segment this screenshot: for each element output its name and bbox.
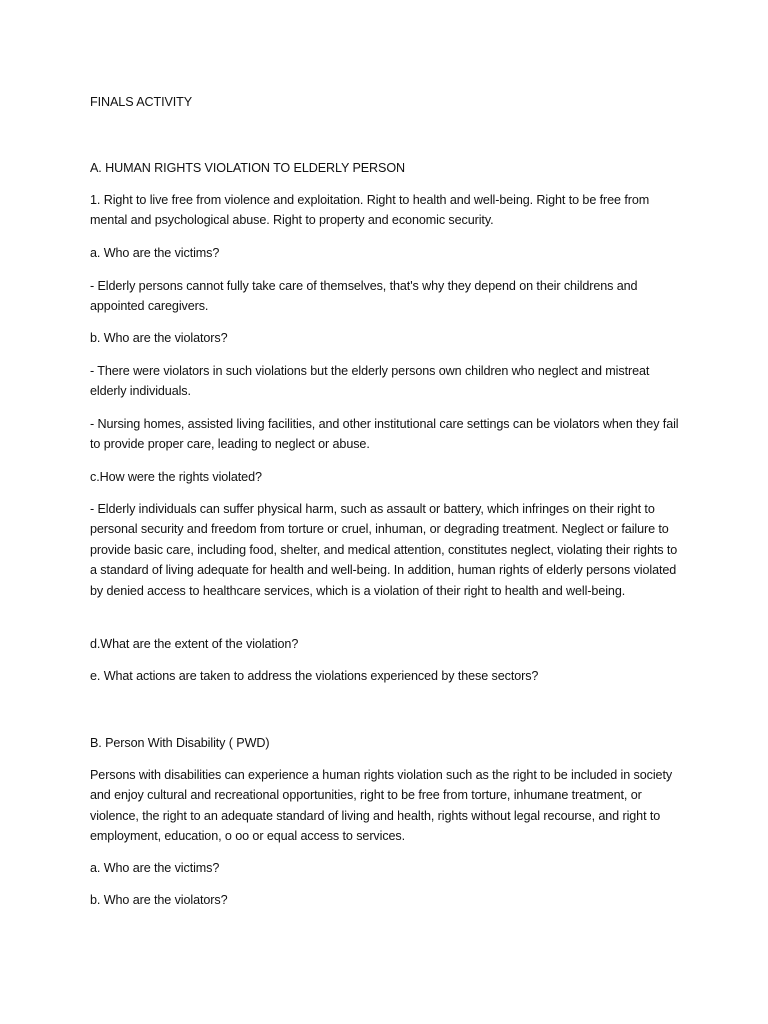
section-a-question-c: c.How were the rights violated? bbox=[90, 470, 262, 484]
section-b-intro: Persons with disabilities can experience a human rights violation such as the right to be included in society and enjoy cultural and recreational opportunities, right to be free from torture, inhumane treatment, or violence, the right to an adequate standard of living and health, rights without legal recourse, and right to employment, education, o oo or equal access to services. bbox=[90, 768, 673, 844]
section-a-question-a: a. Who are the victims? bbox=[90, 246, 220, 260]
section-a-answer-b-1: - There were violators in such violations but the elderly persons own children who neglect and mistreat elderly individuals. bbox=[90, 364, 650, 399]
document-page bbox=[90, 0, 682, 1024]
section-a-answer-a: - Elderly persons cannot fully take care of themselves, that's why they depend on their childrens and appointed caregivers. bbox=[90, 279, 638, 314]
section-a-answer-c: - Elderly individuals can suffer physical harm, such as assault or battery, which infringes on their right to personal security and freedom from torture or cruel, inhuman, or degrading treatment. Neglect or failure to provide basic care, including food, shelter, and medical attention, constitutes neglect, violating their rights to a standard of living adequate for health and well-being. In addition, human rights of elderly persons violated by denied access to healthcare services, which is a violation of their right to health and well-being. bbox=[90, 502, 678, 598]
section-a-question-e: e. What actions are taken to address the violations experienced by these sectors? bbox=[90, 669, 539, 683]
document-title: FINALS ACTIVITY bbox=[90, 95, 193, 109]
section-b-question-a: a. Who are the victims? bbox=[90, 861, 220, 875]
section-b-heading: B. Person With Disability ( PWD) bbox=[90, 736, 270, 750]
section-a-answer-b-2: - Nursing homes, assisted living facilities, and other institutional care settings can be violators when they fail to provide proper care, leading to neglect or abuse. bbox=[90, 417, 679, 452]
section-b-question-b: b. Who are the violators? bbox=[90, 893, 228, 907]
section-a-question-d: d.What are the extent of the violation? bbox=[90, 637, 299, 651]
section-a-heading: A. HUMAN RIGHTS VIOLATION TO ELDERLY PERSON bbox=[90, 161, 406, 175]
section-a-item-1: 1. Right to live free from violence and exploitation. Right to health and well-being. Right to be free from mental and psychological abuse. Right to property and economic security. bbox=[90, 193, 650, 228]
section-a-question-b: b. Who are the violators? bbox=[90, 331, 228, 345]
